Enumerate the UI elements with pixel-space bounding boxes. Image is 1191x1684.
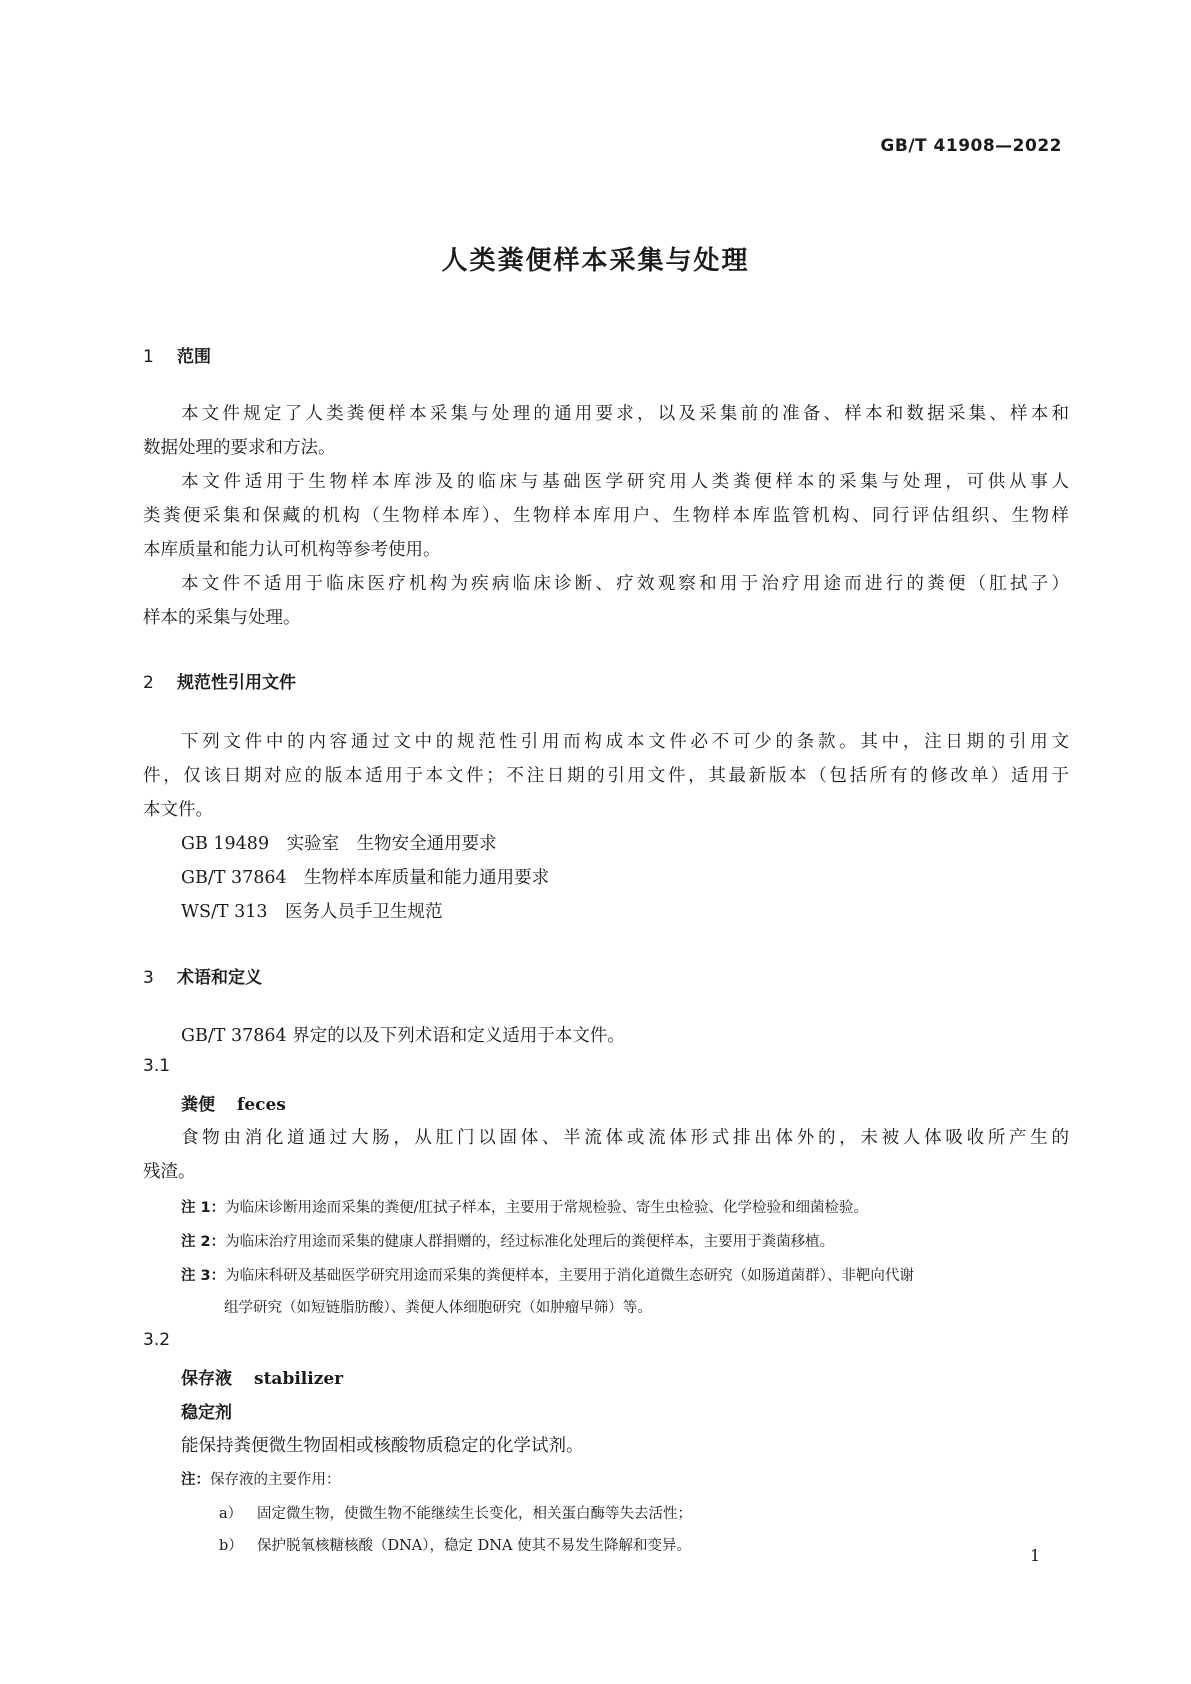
note	[181, 1468, 341, 1489]
note-label: 注：	[181, 1472, 210, 1488]
note-text: 保存液的主要作用：	[210, 1472, 341, 1488]
document-title: 人类粪便样本采集与处理	[441, 246, 750, 276]
note-text: 为临床治疗用途而采集的健康人群捐赠的，经过标准化处理后的粪便样本，主要用于粪菌移植。	[225, 1234, 835, 1250]
list-text: 固定微生物，使微生物不能继续生长变化，相关蛋白酶等失去活性；	[257, 1506, 692, 1522]
section-3-heading	[143, 963, 262, 988]
list-text: 保护脱氧核糖核酸（DNA），稳定 DNA 使其不易发生降解和变异。	[257, 1538, 692, 1554]
definition-line: 能保持粪便微生物固相或核酸物质稳定的化学试剂。	[181, 1436, 584, 1456]
paragraph-line: 本库质量和能力认可机构等参考使用。	[143, 540, 441, 560]
definition-line: 食物由消化道通过大肠，从肛门以固体、半流体或流体形式排出体外的，未被人体吸收所产生的	[181, 1128, 1069, 1148]
term-number: 3.1	[143, 1056, 171, 1076]
list-item	[219, 1534, 691, 1555]
paragraph-line: 类粪便采集和保藏的机构（生物样本库）、生物样本库用户、生物样本库监管机构、同行评估组织、生物样	[143, 506, 1069, 526]
section-title: 规范性引用文件	[177, 673, 296, 693]
reference-code: GB/T 37864	[181, 868, 287, 888]
note-3-continuation: 组学研究（如短链脂肪酸）、粪便人体细胞研究（如肿瘤早筛）等。	[224, 1300, 652, 1316]
paragraph-line: 样本的采集与处理。	[143, 608, 301, 628]
term-entry	[181, 1364, 343, 1389]
reference-item	[181, 898, 443, 923]
term-number: 3.2	[143, 1330, 171, 1350]
term-zh: 粪便	[181, 1095, 215, 1115]
term-synonym: 稳定剂	[181, 1403, 232, 1423]
list-marker: b）	[219, 1538, 243, 1554]
note-3	[181, 1264, 914, 1285]
note-label: 注 2：	[181, 1234, 226, 1250]
reference-title: 生物样本库质量和能力通用要求	[304, 868, 550, 888]
reference-item	[181, 830, 497, 855]
term-en: feces	[237, 1095, 286, 1115]
standard-number: GB/T 41908—2022	[880, 136, 1062, 156]
reference-title: 实验室 生物安全通用要求	[286, 834, 497, 854]
note-text: 为临床诊断用途而采集的粪便/肛拭子样本，主要用于常规检验、寄生虫检验、化学检验和细菌检验。	[225, 1200, 869, 1216]
section-1-heading	[143, 342, 211, 367]
reference-code: GB 19489	[181, 834, 270, 854]
section-number: 3	[143, 968, 154, 988]
paragraph-line: 本文件不适用于临床医疗机构为疾病临床诊断、疗效观察和用于治疗用途而进行的粪便（肛拭子）	[181, 574, 1069, 594]
note-2	[181, 1230, 834, 1251]
reference-code: WS/T 313	[181, 902, 268, 922]
definition-line: 残渣。	[143, 1162, 196, 1182]
section-intro: GB/T 37864 界定的以及下列术语和定义适用于本文件。	[181, 1026, 625, 1046]
reference-title: 医务人员手卫生规范	[285, 902, 443, 922]
paragraph-line: 本文件。	[143, 800, 213, 820]
note-text: 为临床科研及基础医学研究用途而采集的粪便样本，主要用于消化道微生态研究（如肠道菌群）、非靶向代谢	[225, 1268, 914, 1284]
list-item	[219, 1502, 692, 1523]
paragraph-line: 下列文件中的内容通过文中的规范性引用而构成本文件必不可少的条款。其中，注日期的引用文	[181, 732, 1069, 752]
paragraph-line: 本文件适用于生物样本库涉及的临床与基础医学研究用人类粪便样本的采集与处理，可供从事人	[181, 472, 1069, 492]
paragraph-line: 本文件规定了人类粪便样本采集与处理的通用要求，以及采集前的准备、样本和数据采集、样本和	[181, 404, 1069, 424]
term-entry	[181, 1090, 286, 1115]
section-title: 术语和定义	[177, 968, 262, 988]
note-1	[181, 1196, 868, 1217]
section-number: 1	[143, 347, 154, 367]
paragraph-line: 数据处理的要求和方法。	[143, 438, 336, 458]
section-title: 范围	[177, 347, 211, 367]
list-marker: a）	[219, 1506, 243, 1522]
reference-item	[181, 864, 549, 889]
note-label: 注 3：	[181, 1268, 226, 1284]
section-number: 2	[143, 673, 154, 693]
paragraph-line: 件，仅该日期对应的版本适用于本文件；不注日期的引用文件，其最新版本（包括所有的修改单）适用于	[143, 766, 1069, 786]
page-number: 1	[1030, 1546, 1041, 1565]
term-zh: 保存液	[181, 1369, 232, 1389]
note-label: 注 1：	[181, 1200, 226, 1216]
section-2-heading	[143, 668, 296, 693]
term-en: stabilizer	[254, 1369, 344, 1389]
